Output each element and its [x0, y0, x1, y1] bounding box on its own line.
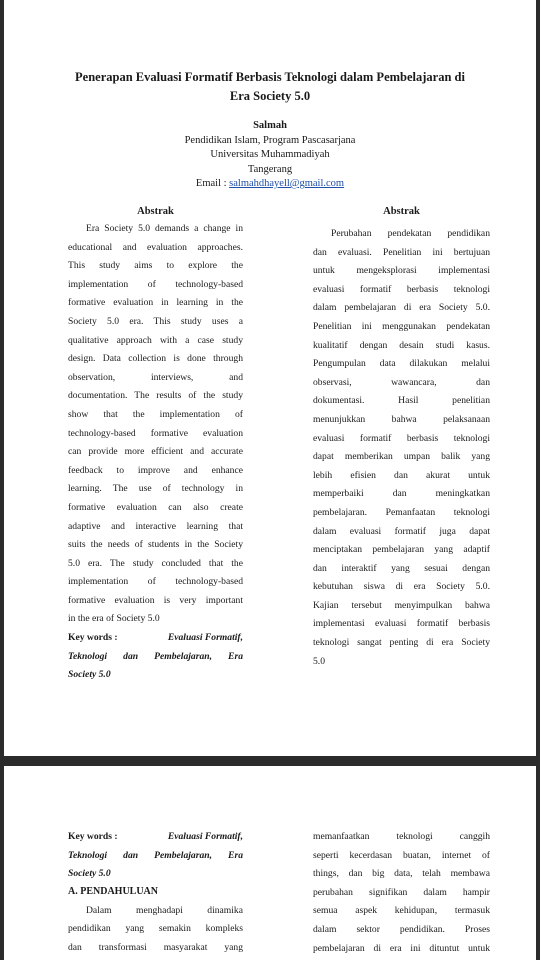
text-line: evaluasi formatif berbasis teknologi: [313, 283, 490, 295]
text-line: dan interaktif yang sesuai dengan: [313, 562, 490, 574]
page2-keywords-line-2: Teknologi dan Pembelajaran, Era: [68, 849, 243, 861]
text-line: formative evaluation in learning in the: [68, 297, 243, 309]
text-line: pembelajaran. Pemanfaatan teknologi: [313, 506, 490, 518]
text-line: design. Data collection is done through: [68, 353, 243, 365]
text-line: dan evaluasi. Penelitian ini bertujuan: [313, 246, 490, 258]
affiliation-line-2: Universitas Muhammadiyah: [210, 149, 330, 160]
text-line: adaptive and interactive learning that: [68, 520, 243, 532]
text-line: things, dan big data, telah membawa: [313, 868, 490, 880]
text-line: technology-based formative evaluation: [68, 427, 243, 439]
text-line: can provide more efficient and accurate: [68, 446, 243, 458]
text-line: qualitative approach with a case study: [68, 334, 243, 346]
text-line: Kajian tersebut menyimpulkan bahwa: [313, 599, 490, 611]
abstract-indonesian-heading: Abstrak: [383, 206, 420, 217]
abstract-indonesian: [313, 205, 490, 671]
text-line: pendidikan yang semakin kompleks: [68, 923, 243, 935]
keywords-line-3: Society 5.0: [68, 669, 111, 681]
abstract-english: [68, 205, 243, 685]
text-line: educational and evaluation approaches.: [68, 241, 243, 253]
page-1: [4, 0, 536, 756]
page2-left-column: [68, 828, 243, 958]
pendahuluan-left-text: [68, 902, 243, 958]
text-line: dalam sektor pendidikan. Proses: [313, 923, 490, 935]
affiliation-line-3: Tangerang: [247, 163, 293, 175]
text-line: show that the implementation of: [68, 408, 243, 420]
text-line: implementasi evaluasi formatif berbasis: [313, 618, 490, 630]
text-line: documentation. The results of the study: [68, 390, 243, 402]
text-line: This study aims to explore the: [68, 260, 243, 272]
page2-keywords-line-3: Society 5.0: [68, 868, 111, 880]
text-line: in the era of Society 5.0: [68, 613, 160, 625]
pendahuluan-right-text: [313, 828, 490, 958]
text-line: Penelitian ini menggunakan pendekatan: [313, 320, 490, 332]
keywords-label: Key words :: [68, 632, 118, 644]
text-line: perubahan signifikan dalam hampir: [313, 886, 490, 898]
author-block: [44, 119, 496, 192]
text-line: implementation of technology-based: [68, 278, 243, 290]
text-line: semua aspek kehidupan, termasuk: [313, 905, 490, 917]
text-line: memanfaatkan teknologi canggih: [313, 831, 490, 842]
text-line: feedback to improve and enhance: [68, 464, 243, 476]
page2-keywords-label: Key words :: [68, 831, 118, 842]
page-2: [4, 766, 536, 960]
keywords-block: [68, 629, 243, 685]
text-line: untuk mengeksplorasi implementasi: [313, 265, 490, 277]
text-line: Dalam menghadapi dinamika: [86, 904, 243, 916]
text-line: Society 5.0 era. This study uses a: [68, 315, 243, 327]
author-name: Salmah: [253, 120, 287, 131]
text-line: menciptakan pembelajaran yang adaptif: [313, 544, 490, 556]
text-line: dalam evaluasi formatif juga dapat: [313, 525, 490, 537]
text-line: teknologi sangat penting di era Society: [313, 637, 490, 649]
affiliation-line-1: Pendidikan Islam, Program Pascasarjana: [184, 134, 356, 146]
text-line: observation, interviews, and: [68, 371, 243, 383]
text-line: suits the needs of students in the Society: [68, 539, 243, 551]
text-line: 5.0: [313, 655, 325, 667]
page2-keywords-line-1: Evaluasi Formatif,: [167, 831, 243, 842]
text-line: 5.0 era. The study concluded that the: [68, 557, 243, 569]
paper-title: [44, 68, 496, 106]
text-line: formative evaluation is very important: [68, 594, 243, 606]
text-line: seperti kecerdasan buatan, internet of: [313, 849, 490, 861]
abstract-english-text: [68, 220, 243, 629]
email-label: Email :: [195, 178, 227, 189]
email-line: [44, 177, 496, 192]
email-link[interactable]: salmahdhayell@gmail.com: [229, 178, 345, 189]
text-line: kebutuhan siswa di era Society 5.0.: [313, 581, 490, 593]
abstract-english-heading: Abstrak: [137, 206, 174, 217]
text-line: evaluasi formatif berbasis teknologi: [313, 432, 490, 444]
page2-keywords-block: [68, 828, 243, 884]
text-line: menunjukkan bahwa pelaksanaan: [313, 413, 490, 425]
text-line: dan transformasi masyarakat yang: [68, 941, 243, 953]
title-line-1: Penerapan Evaluasi Formatif Berbasis Teknologi dalam Pembelajaran di: [75, 70, 465, 84]
page2-right-column: [313, 828, 490, 958]
section-heading-pendahuluan: A. PENDAHULUAN: [68, 885, 158, 897]
text-line: observasi, wawancara, dan: [313, 376, 490, 388]
keywords-line-1: Evaluasi Formatif,: [167, 632, 243, 644]
text-line: dokumentasi. Hasil penelitian: [313, 395, 490, 407]
text-line: memperbaiki dan meningkatkan: [313, 488, 490, 500]
text-line: Perubahan pendekatan pendidikan: [331, 228, 490, 239]
text-line: dalam pembelajaran di era Society 5.0.: [313, 302, 490, 314]
title-line-2: Era Society 5.0: [229, 89, 311, 103]
text-line: Era Society 5.0 demands a change in: [86, 223, 243, 234]
text-line: learning. The use of technology in: [68, 483, 243, 495]
keywords-line-2: Teknologi dan Pembelajaran, Era: [68, 650, 243, 662]
text-line: formative evaluation can also create: [68, 501, 243, 513]
text-line: kualitatif dengan desain studi kasus.: [313, 339, 490, 351]
text-line: implementation of technology-based: [68, 576, 243, 588]
text-line: lebih efisien dan akurat untuk: [313, 469, 490, 481]
text-line: dapat memberikan umpan balik yang: [313, 451, 490, 463]
text-line: Pengumpulan data dilakukan melalui: [313, 358, 490, 370]
text-line: pembelajaran di era ini dituntut untuk: [313, 942, 490, 954]
abstract-indonesian-text: [313, 225, 490, 671]
